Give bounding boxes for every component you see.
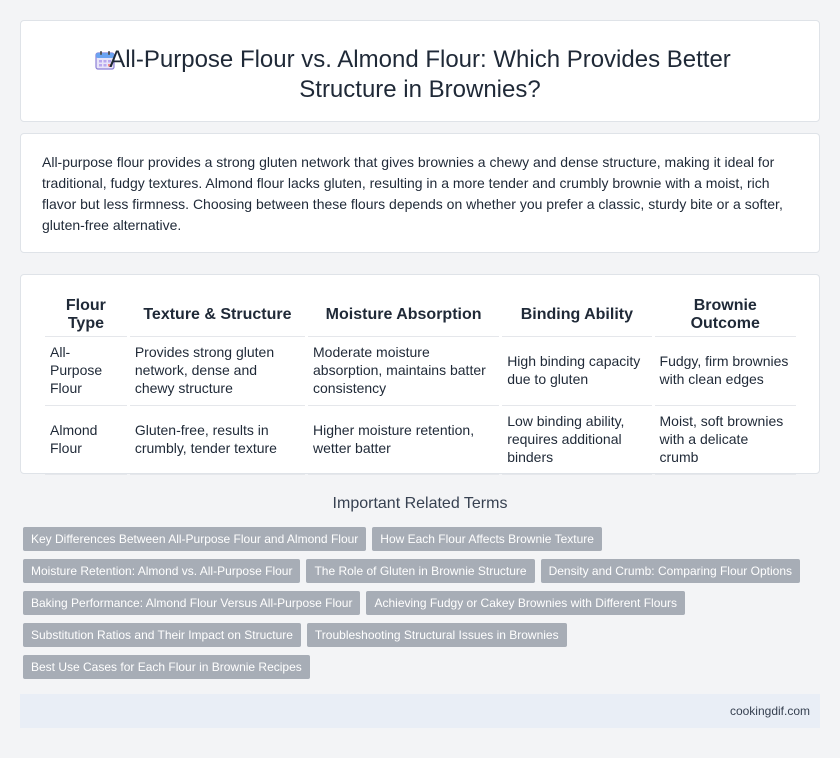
related-term-link[interactable]: Best Use Cases for Each Flour in Brownie Recipes bbox=[23, 655, 310, 679]
site-name[interactable]: cookingdif.com bbox=[729, 704, 810, 718]
header-card bbox=[20, 20, 820, 122]
related-terms-list bbox=[23, 527, 803, 679]
table-cell: Moist, soft brownies with a delicate crumb bbox=[655, 406, 796, 475]
column-header: Moisture Absorption bbox=[308, 295, 499, 337]
related-term-link[interactable]: Density and Crumb: Comparing Flour Options bbox=[541, 559, 800, 583]
comparison-table-card bbox=[20, 274, 820, 474]
table-header-row bbox=[45, 295, 796, 337]
table-row bbox=[45, 406, 796, 475]
table-cell: Fudgy, firm brownies with clean edges bbox=[655, 337, 796, 406]
table-cell: Low binding ability, requires additional binders bbox=[502, 406, 651, 475]
comparison-table bbox=[42, 295, 799, 475]
intro-paragraph: All-purpose flour provides a strong gluten network that gives brownies a chewy and dense structure, making it ideal for traditional, fudgy textures. Almond flour lacks gluten, resulting in a more tender and crumbly brownie with a moist, rich flavor but less firmness. Choosing between these flours depends on whether you prefer a classic, sturdy bite or a softer, gluten-free alternative. bbox=[42, 154, 783, 233]
related-term-link[interactable]: Baking Performance: Almond Flour Versus All-Purpose Flour bbox=[23, 591, 360, 615]
column-header: Flour Type bbox=[45, 295, 127, 337]
page-title: All-Purpose Flour vs. Almond Flour: Which Provides Better Structure in Brownies? bbox=[109, 46, 731, 103]
table-cell: Almond Flour bbox=[45, 406, 127, 475]
table-row bbox=[45, 337, 796, 406]
column-header: Texture & Structure bbox=[130, 295, 305, 337]
table-cell: Provides strong gluten network, dense and chewy structure bbox=[130, 337, 305, 406]
table-cell: Gluten-free, results in crumbly, tender texture bbox=[130, 406, 305, 475]
table-cell: High binding capacity due to gluten bbox=[502, 337, 651, 406]
table-cell: Moderate moisture absorption, maintains batter consistency bbox=[308, 337, 499, 406]
column-header: Binding Ability bbox=[502, 295, 651, 337]
related-term-link[interactable]: How Each Flour Affects Brownie Texture bbox=[372, 527, 602, 551]
related-term-link[interactable]: Achieving Fudgy or Cakey Brownies with Different Flours bbox=[366, 591, 685, 615]
related-terms-heading: Important Related Terms bbox=[332, 495, 508, 512]
table-cell: All-Purpose Flour bbox=[45, 337, 127, 406]
column-header: Brownie Outcome bbox=[655, 295, 796, 337]
intro-card bbox=[20, 133, 820, 253]
table-cell: Higher moisture retention, wetter batter bbox=[308, 406, 499, 475]
related-term-link[interactable]: Substitution Ratios and Their Impact on Structure bbox=[23, 623, 301, 647]
related-term-link[interactable]: Moisture Retention: Almond vs. All-Purpose Flour bbox=[23, 559, 300, 583]
footer bbox=[20, 694, 820, 728]
related-term-link[interactable]: The Role of Gluten in Brownie Structure bbox=[306, 559, 534, 583]
related-term-link[interactable]: Key Differences Between All-Purpose Flour and Almond Flour bbox=[23, 527, 366, 551]
related-term-link[interactable]: Troubleshooting Structural Issues in Brownies bbox=[307, 623, 567, 647]
